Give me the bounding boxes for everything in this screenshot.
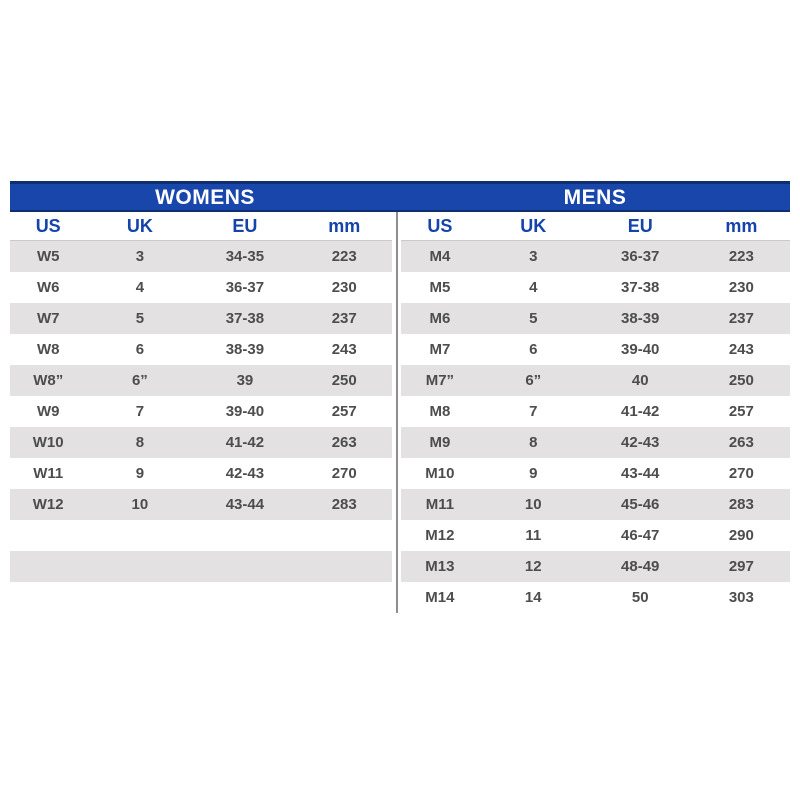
size-cell: 8 bbox=[529, 434, 538, 451]
size-cell: 41-42 bbox=[225, 434, 265, 451]
size-cell: 263 bbox=[728, 434, 754, 451]
size-cell: 257 bbox=[331, 403, 357, 420]
size-cell: M12 bbox=[425, 527, 455, 544]
column-header: mm bbox=[296, 212, 392, 241]
size-cell bbox=[86, 520, 193, 551]
mens-column-header-row bbox=[401, 212, 790, 241]
column-header: US bbox=[401, 212, 479, 241]
size-cell: 43-44 bbox=[225, 496, 265, 513]
size-cell: 257 bbox=[728, 403, 754, 420]
size-cell: 39-40 bbox=[225, 403, 265, 420]
table-row bbox=[401, 582, 790, 613]
table-row bbox=[401, 365, 790, 396]
size-cell: 290 bbox=[728, 527, 754, 544]
size-cell: W9 bbox=[36, 403, 60, 420]
size-cell bbox=[10, 520, 86, 551]
size-cell: 3 bbox=[135, 248, 145, 265]
size-cell: 4 bbox=[529, 279, 538, 296]
size-cell: M10 bbox=[425, 465, 455, 482]
size-cell: M9 bbox=[429, 434, 451, 451]
size-cell: 243 bbox=[331, 341, 357, 358]
size-cell: 50 bbox=[631, 589, 649, 606]
size-cell: 243 bbox=[728, 341, 754, 358]
table-row bbox=[10, 303, 392, 334]
table-row bbox=[10, 551, 392, 582]
size-cell: 9 bbox=[529, 465, 538, 482]
table-row bbox=[10, 427, 392, 458]
size-cell: M8 bbox=[429, 403, 451, 420]
column-header: UK bbox=[479, 212, 588, 241]
table-row bbox=[10, 365, 392, 396]
size-cell: 237 bbox=[331, 310, 357, 327]
table-row bbox=[401, 520, 790, 551]
column-header: EU bbox=[193, 212, 296, 241]
column-header: UK bbox=[86, 212, 193, 241]
size-cell: 5 bbox=[135, 310, 145, 327]
table-row bbox=[10, 272, 392, 303]
table-row bbox=[10, 489, 392, 520]
size-cell: W8” bbox=[33, 372, 64, 389]
size-cell: M11 bbox=[425, 496, 455, 513]
size-cell: 36-37 bbox=[621, 248, 660, 265]
womens-section-title: WOMENS bbox=[155, 185, 255, 209]
size-cell: 37-38 bbox=[225, 310, 265, 327]
size-cell: 34-35 bbox=[225, 248, 265, 265]
size-cell: 6” bbox=[525, 372, 542, 389]
size-cell bbox=[296, 520, 392, 551]
womens-column-header-row bbox=[10, 212, 392, 241]
size-cell: M13 bbox=[425, 558, 455, 575]
size-cell: M7” bbox=[425, 372, 455, 389]
size-cell: 7 bbox=[529, 403, 538, 420]
size-cell bbox=[193, 582, 296, 613]
size-cell: 39 bbox=[236, 372, 254, 389]
size-cell: M5 bbox=[429, 279, 451, 296]
table-row bbox=[401, 427, 790, 458]
section-title-bar bbox=[10, 181, 790, 212]
size-cell: 40 bbox=[631, 372, 649, 389]
size-cell: W7 bbox=[36, 310, 60, 327]
size-cell: 36-37 bbox=[225, 279, 265, 296]
table-row bbox=[10, 582, 392, 613]
tables-area bbox=[10, 212, 790, 613]
table-row bbox=[401, 458, 790, 489]
size-cell: 10 bbox=[524, 496, 542, 513]
table-row bbox=[401, 334, 790, 365]
size-cell: W12 bbox=[32, 496, 64, 513]
size-cell: W8 bbox=[36, 341, 60, 358]
mens-size-table bbox=[401, 212, 790, 613]
column-header: EU bbox=[588, 212, 693, 241]
size-cell: 283 bbox=[331, 496, 357, 513]
size-cell: 283 bbox=[728, 496, 754, 513]
table-row bbox=[401, 396, 790, 427]
size-cell: 11 bbox=[525, 527, 542, 544]
mens-table-body bbox=[401, 241, 790, 614]
size-cell: M14 bbox=[425, 589, 455, 606]
table-row bbox=[10, 334, 392, 365]
size-cell: 3 bbox=[529, 248, 538, 265]
size-cell: 7 bbox=[135, 403, 145, 420]
size-cell: W10 bbox=[32, 434, 64, 451]
size-cell bbox=[10, 551, 86, 582]
table-row bbox=[10, 241, 392, 273]
size-cell: 8 bbox=[135, 434, 145, 451]
size-cell: 270 bbox=[728, 465, 754, 482]
table-row bbox=[401, 489, 790, 520]
size-cell: 37-38 bbox=[621, 279, 660, 296]
size-cell bbox=[296, 582, 392, 613]
size-cell: 263 bbox=[331, 434, 357, 451]
size-cell: W5 bbox=[36, 248, 60, 265]
table-row bbox=[10, 458, 392, 489]
size-cell: 270 bbox=[331, 465, 357, 482]
womens-size-table bbox=[10, 212, 392, 613]
size-cell: 45-46 bbox=[621, 496, 660, 513]
size-cell: 12 bbox=[524, 558, 542, 575]
column-header: mm bbox=[693, 212, 790, 241]
size-cell bbox=[193, 551, 296, 582]
shoe-size-chart bbox=[10, 181, 790, 613]
size-cell: 237 bbox=[728, 310, 754, 327]
size-cell: M6 bbox=[429, 310, 451, 327]
table-row bbox=[401, 241, 790, 273]
table-row bbox=[10, 396, 392, 427]
size-cell: 223 bbox=[331, 248, 357, 265]
table-row bbox=[401, 303, 790, 334]
table-row bbox=[10, 520, 392, 551]
size-cell: 38-39 bbox=[225, 341, 265, 358]
size-cell: 4 bbox=[135, 279, 145, 296]
size-cell: 10 bbox=[131, 496, 149, 513]
size-cell: 5 bbox=[529, 310, 538, 327]
size-cell: 250 bbox=[728, 372, 754, 389]
size-cell: 297 bbox=[728, 558, 754, 575]
size-cell bbox=[86, 551, 193, 582]
column-header: US bbox=[10, 212, 86, 241]
size-cell: 230 bbox=[728, 279, 754, 296]
size-cell: M7 bbox=[429, 341, 451, 358]
size-cell: 46-47 bbox=[621, 527, 660, 544]
size-cell: 42-43 bbox=[225, 465, 265, 482]
size-cell: 39-40 bbox=[621, 341, 660, 358]
size-cell: 9 bbox=[135, 465, 145, 482]
size-cell: 48-49 bbox=[621, 558, 660, 575]
size-cell bbox=[193, 520, 296, 551]
size-cell: 43-44 bbox=[621, 465, 660, 482]
table-row bbox=[401, 551, 790, 582]
size-cell: 38-39 bbox=[621, 310, 660, 327]
table-row bbox=[401, 272, 790, 303]
size-cell: 6” bbox=[131, 372, 148, 389]
size-cell: W11 bbox=[33, 465, 64, 482]
size-cell: 41-42 bbox=[621, 403, 660, 420]
womens-table-body bbox=[10, 241, 392, 614]
size-cell: 42-43 bbox=[621, 434, 660, 451]
mens-section-title: MENS bbox=[563, 185, 627, 209]
size-cell: 250 bbox=[331, 372, 357, 389]
size-cell bbox=[10, 582, 86, 613]
size-cell: 6 bbox=[529, 341, 538, 358]
size-cell: 223 bbox=[728, 248, 754, 265]
size-cell: 6 bbox=[135, 341, 145, 358]
size-cell bbox=[86, 582, 193, 613]
size-cell: W6 bbox=[36, 279, 60, 296]
size-cell: 230 bbox=[331, 279, 357, 296]
size-cell: 14 bbox=[524, 589, 542, 606]
size-cell: 303 bbox=[728, 589, 754, 606]
size-cell bbox=[296, 551, 392, 582]
size-cell: M4 bbox=[429, 248, 451, 265]
